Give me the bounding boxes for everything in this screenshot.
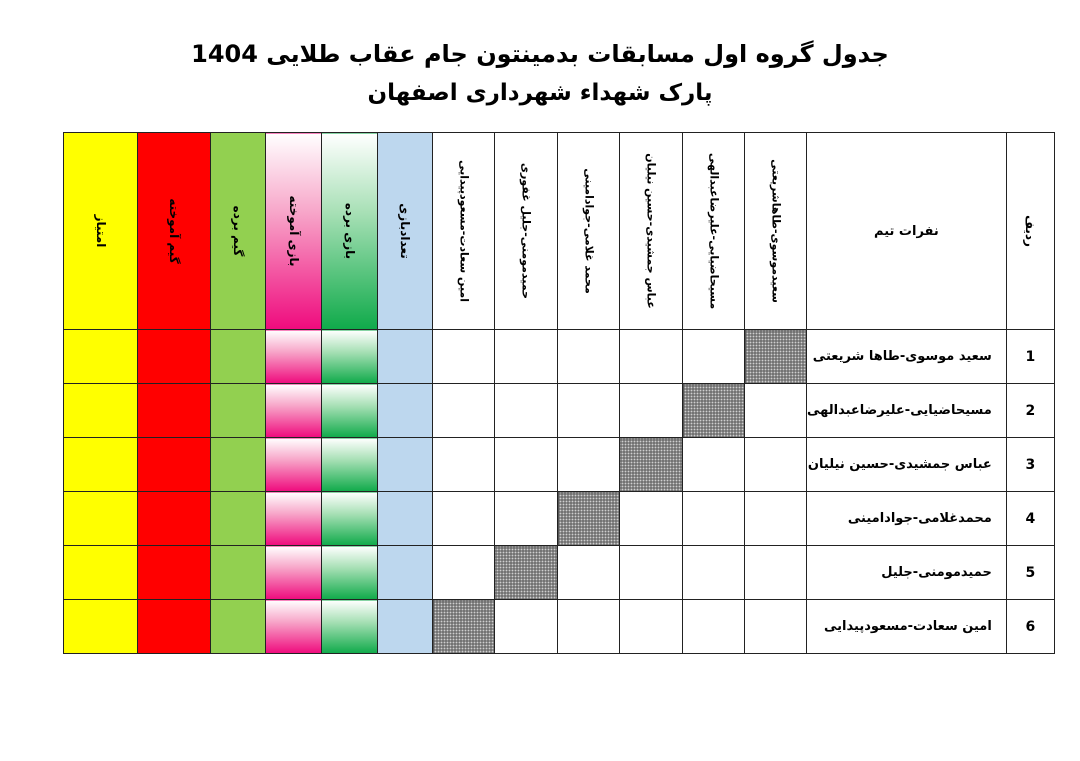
games-lost-cell[interactable] xyxy=(138,600,211,654)
match-result-cell[interactable] xyxy=(620,546,683,600)
match-result-cell[interactable] xyxy=(745,384,807,438)
matches-won-cell[interactable] xyxy=(322,492,378,546)
row-number: 2 xyxy=(1006,384,1054,438)
games-lost-cell[interactable] xyxy=(138,546,211,600)
team-name: محمدغلامی-جوادامینی xyxy=(807,492,1007,546)
header-games-lost: گیم آموخته xyxy=(138,133,211,330)
match-result-cell[interactable] xyxy=(683,546,745,600)
header-row-number: ردیف xyxy=(1006,133,1054,330)
matches-won-cell[interactable] xyxy=(322,600,378,654)
header-matches-count: تعدادبازی xyxy=(378,133,433,330)
match-result-cell[interactable] xyxy=(683,492,745,546)
matches-count-cell[interactable] xyxy=(378,438,433,492)
team-name: عباس جمشیدی-حسین نیلیان xyxy=(807,438,1007,492)
page-title: جدول گروه اول مسابقات بدمینتون جام عقاب طلایی 1404 xyxy=(191,40,889,68)
self-match-cell xyxy=(495,546,558,600)
match-result-cell[interactable] xyxy=(683,438,745,492)
matches-won-cell[interactable] xyxy=(322,330,378,384)
team-name: مسیحاضیایی-علیرضاعبدالهی xyxy=(807,384,1007,438)
match-result-cell[interactable] xyxy=(683,600,745,654)
games-lost-cell[interactable] xyxy=(138,492,211,546)
match-result-cell[interactable] xyxy=(495,600,558,654)
table-row xyxy=(64,330,1055,384)
score-cell[interactable] xyxy=(64,600,138,654)
header-games-won: گیم برده xyxy=(211,133,266,330)
self-match-cell xyxy=(620,438,683,492)
header-matches-won: بازی برده xyxy=(322,133,378,330)
header-opponent-2: مسیحاضیایی-علیرضاعبدالهی xyxy=(683,133,745,330)
score-cell[interactable] xyxy=(64,546,138,600)
games-won-cell[interactable] xyxy=(211,438,266,492)
match-result-cell[interactable] xyxy=(745,600,807,654)
team-name: سعید موسوی-طاها شریعتی xyxy=(807,330,1007,384)
games-won-cell[interactable] xyxy=(211,384,266,438)
match-result-cell[interactable] xyxy=(620,384,683,438)
header-score: امتیاز xyxy=(64,133,138,330)
match-result-cell[interactable] xyxy=(620,330,683,384)
header-opponent-6: امین سعادت-مسعودپیدایی xyxy=(433,133,495,330)
score-cell[interactable] xyxy=(64,438,138,492)
match-result-cell[interactable] xyxy=(745,438,807,492)
header-row xyxy=(64,133,1055,330)
header-opponent-5: حمیدمومنی-جلیل غفوری xyxy=(495,133,558,330)
games-won-cell[interactable] xyxy=(211,600,266,654)
table-row xyxy=(64,438,1055,492)
match-result-cell[interactable] xyxy=(558,546,620,600)
match-result-cell[interactable] xyxy=(495,384,558,438)
match-result-cell[interactable] xyxy=(495,438,558,492)
match-result-cell[interactable] xyxy=(433,384,495,438)
matches-lost-cell[interactable] xyxy=(266,492,322,546)
match-result-cell[interactable] xyxy=(495,492,558,546)
table-row xyxy=(64,600,1055,654)
team-name: حمیدمومنی-جلیل xyxy=(807,546,1007,600)
self-match-cell xyxy=(745,330,807,384)
matches-lost-cell[interactable] xyxy=(266,330,322,384)
match-result-cell[interactable] xyxy=(683,330,745,384)
matches-lost-cell[interactable] xyxy=(266,600,322,654)
matches-count-cell[interactable] xyxy=(378,546,433,600)
match-result-cell[interactable] xyxy=(620,492,683,546)
games-won-cell[interactable] xyxy=(211,546,266,600)
row-number: 4 xyxy=(1006,492,1054,546)
games-won-cell[interactable] xyxy=(211,492,266,546)
match-result-cell[interactable] xyxy=(495,330,558,384)
match-result-cell[interactable] xyxy=(558,330,620,384)
header-opponent-4: محمد غلامی-جوادامینی xyxy=(558,133,620,330)
matches-lost-cell[interactable] xyxy=(266,438,322,492)
row-number: 3 xyxy=(1006,438,1054,492)
match-result-cell[interactable] xyxy=(433,330,495,384)
match-result-cell[interactable] xyxy=(433,492,495,546)
score-cell[interactable] xyxy=(64,384,138,438)
header-matches-lost: بازی آموخته xyxy=(266,133,322,330)
group-table xyxy=(63,132,1055,654)
table-row xyxy=(64,384,1055,438)
self-match-cell xyxy=(433,600,495,654)
match-result-cell[interactable] xyxy=(433,546,495,600)
matches-won-cell[interactable] xyxy=(322,384,378,438)
row-number: 1 xyxy=(1006,330,1054,384)
match-result-cell[interactable] xyxy=(745,546,807,600)
match-result-cell[interactable] xyxy=(433,438,495,492)
table-row xyxy=(64,546,1055,600)
header-opponent-3: عباس جمشیدی-حسین نیلیان xyxy=(620,133,683,330)
self-match-cell xyxy=(558,492,620,546)
row-number: 6 xyxy=(1006,600,1054,654)
score-cell[interactable] xyxy=(64,330,138,384)
header-opponent-1: سعیدموسوی-طاهاشریعتی xyxy=(745,133,807,330)
games-lost-cell[interactable] xyxy=(138,438,211,492)
matches-count-cell[interactable] xyxy=(378,600,433,654)
row-number: 5 xyxy=(1006,546,1054,600)
matches-won-cell[interactable] xyxy=(322,546,378,600)
match-result-cell[interactable] xyxy=(558,384,620,438)
match-result-cell[interactable] xyxy=(745,492,807,546)
games-lost-cell[interactable] xyxy=(138,330,211,384)
matches-count-cell[interactable] xyxy=(378,384,433,438)
header-team-members: نفرات تیم xyxy=(807,133,1007,330)
self-match-cell xyxy=(683,384,745,438)
team-name: امین سعادت-مسعودپیدایی xyxy=(807,600,1007,654)
match-result-cell[interactable] xyxy=(558,438,620,492)
matches-count-cell[interactable] xyxy=(378,492,433,546)
match-result-cell[interactable] xyxy=(558,600,620,654)
score-cell[interactable] xyxy=(64,492,138,546)
matches-lost-cell[interactable] xyxy=(266,546,322,600)
match-result-cell[interactable] xyxy=(620,600,683,654)
matches-count-cell[interactable] xyxy=(378,330,433,384)
page-subtitle: پارک شهداء شهرداری اصفهان xyxy=(367,80,713,106)
games-won-cell[interactable] xyxy=(211,330,266,384)
matches-won-cell[interactable] xyxy=(322,438,378,492)
matches-lost-cell[interactable] xyxy=(266,384,322,438)
games-lost-cell[interactable] xyxy=(138,384,211,438)
table-row xyxy=(64,492,1055,546)
